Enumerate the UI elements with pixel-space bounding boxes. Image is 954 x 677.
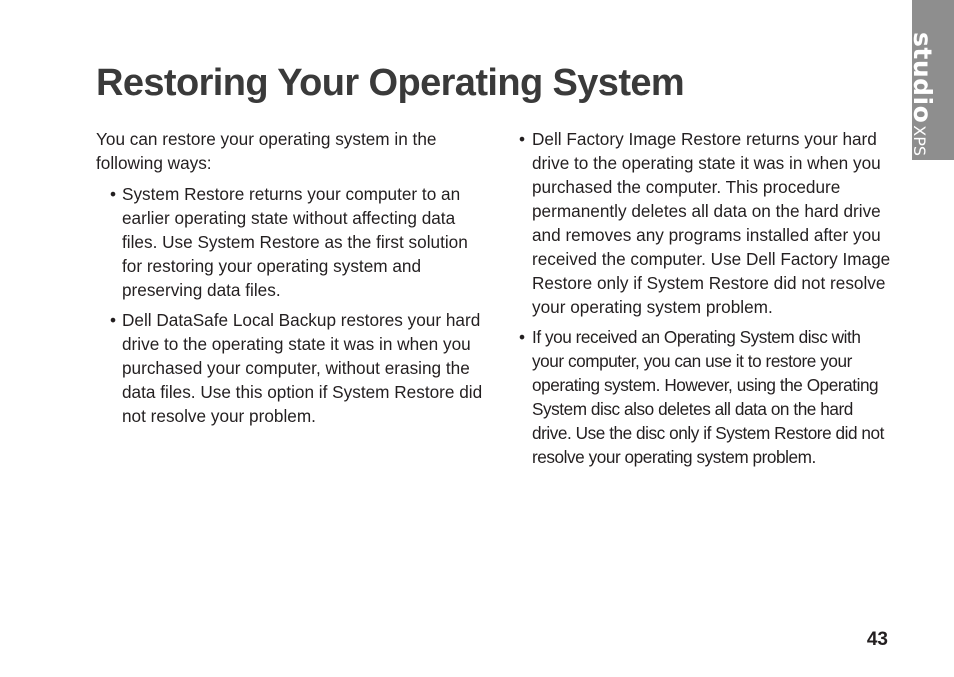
- list-item-text: System Restore returns your computer to an earlier operating state without affecting data files. Use System Restore as the first solution for restoring your operating system and preserving data files.: [122, 184, 468, 300]
- right-column: [519, 127, 895, 475]
- list-item-text: If you received an Operating System disc with your computer, you can use it to restore your operating system. However, using the Operating System disc also deletes all data on the hard drive. Use the disc only if System Restore did not resolve your operating system problem.: [532, 327, 884, 467]
- bullet-glyph: •: [110, 184, 117, 204]
- list-item-text: Dell DataSafe Local Backup restores your hard drive to the operating state it was in when you purchased your computer, without erasing the data files. Use this option if System Restore did not resolve your problem.: [122, 310, 483, 426]
- bullet-glyph: •: [110, 310, 117, 330]
- list-item-os-disc: [519, 325, 895, 469]
- list-item-datasafe: [96, 308, 486, 428]
- list-item-system-restore: [96, 182, 486, 302]
- brand-logo: [910, 32, 935, 156]
- intro-paragraph: You can restore your operating system in the following ways:: [96, 129, 437, 173]
- brand-logo-sub: XPS: [910, 125, 929, 157]
- list-item-factory-image-restore: [519, 127, 895, 319]
- bullet-glyph: •: [519, 327, 525, 347]
- brand-logo-main: studio: [908, 32, 937, 124]
- restore-options-list: [96, 182, 486, 428]
- page-number: 43: [866, 629, 888, 650]
- page-title: Restoring Your Operating System: [96, 62, 685, 104]
- restore-options-list-continued: [519, 127, 895, 469]
- bullet-glyph: •: [519, 129, 526, 149]
- list-item-text: Dell Factory Image Restore returns your hard drive to the operating state it was in when you purchased the computer. This procedure permanently deletes all data on the hard drive and removes any programs installed after you received the computer. Use Dell Factory Image Restore only if System Restore did not resolve your operating system problem.: [532, 129, 891, 317]
- left-column: [96, 127, 486, 434]
